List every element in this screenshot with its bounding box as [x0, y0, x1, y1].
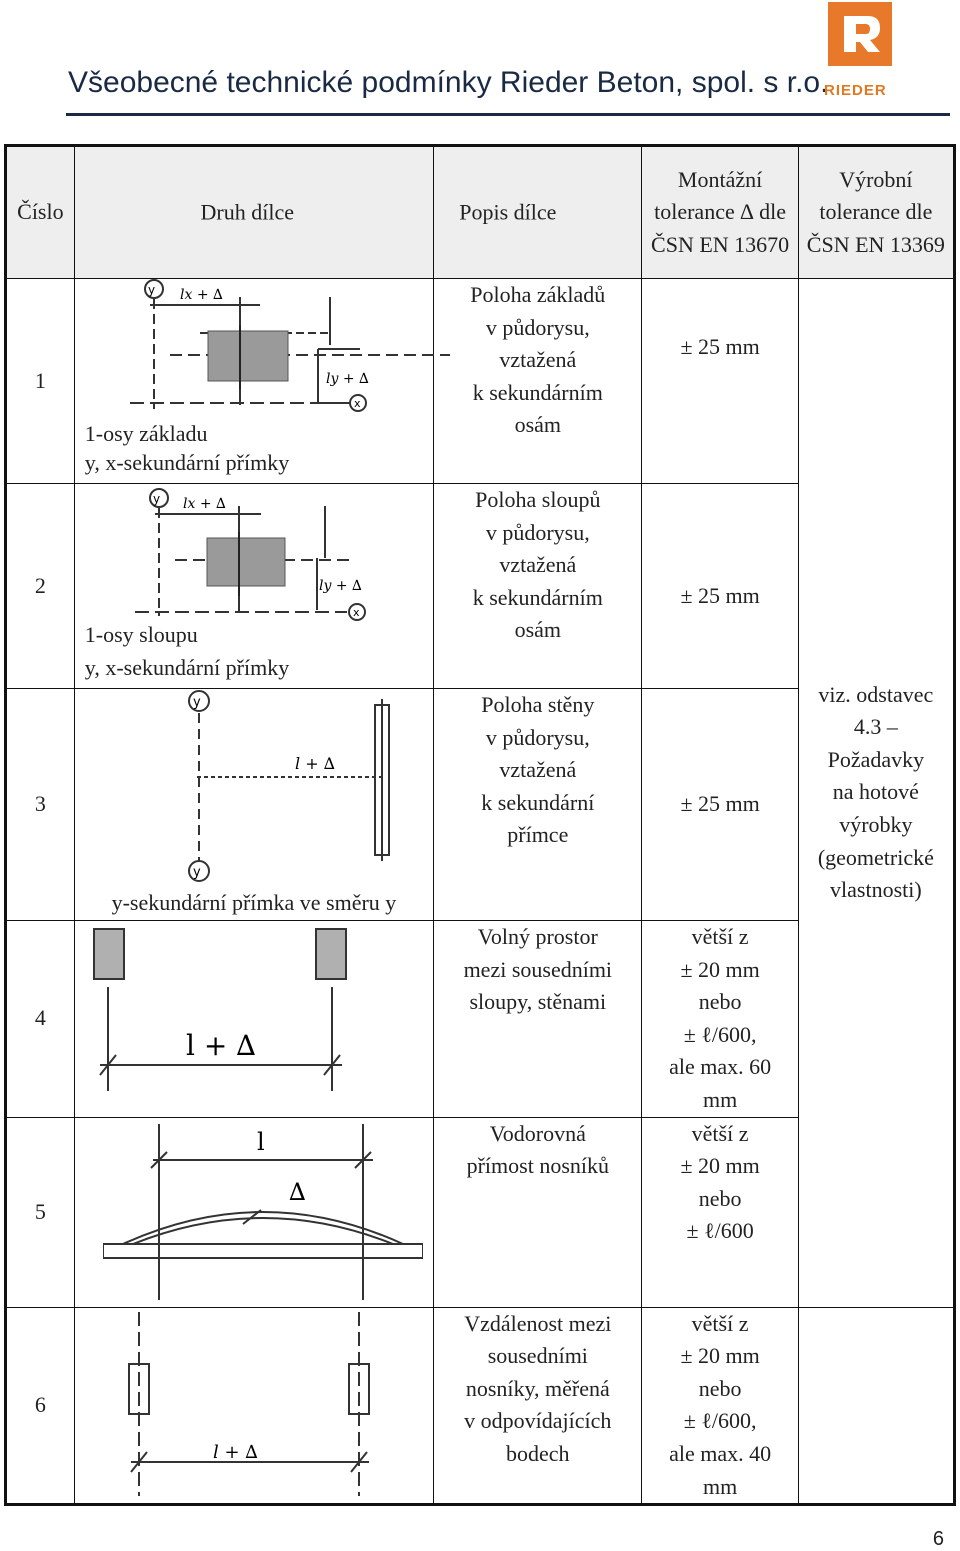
foundation-axes-figure	[130, 279, 450, 419]
fig-label-l: l	[256, 1127, 265, 1156]
type-cell	[74, 921, 433, 1118]
description-cell	[434, 1117, 642, 1307]
assembly-cell	[642, 689, 798, 921]
type-cell	[74, 1117, 433, 1307]
assembly-cell	[642, 921, 798, 1118]
beam-straightness-figure	[103, 1120, 423, 1306]
brand-name: RIEDER	[824, 82, 887, 99]
type-label-line2: y, x-sekundární přímky	[84, 450, 290, 475]
fig-label-y-bottom: y	[192, 865, 201, 880]
description-cell	[434, 1307, 642, 1505]
description-text: Poloha sloupů v půdorysu, vztažená k sekundárním osám	[472, 487, 603, 643]
header-type-label: Druh dílce	[200, 199, 294, 225]
type-label-line1: 1-osy sloupu	[84, 622, 198, 647]
assembly-cell	[642, 1307, 798, 1505]
fig-label-lx: lx + ∆	[179, 287, 223, 303]
fig-label-l: l + ∆	[212, 1441, 258, 1463]
header-divider	[66, 113, 950, 116]
fig-label-y: y	[152, 492, 160, 506]
fig-label-lx: lx + ∆	[182, 496, 226, 512]
type-label-line2: y, x-sekundární přímky	[84, 655, 290, 680]
assembly-text: ± 25 mm	[680, 334, 760, 359]
assembly-text: větší z ± 20 mm nebo ± ℓ/600	[680, 1120, 760, 1244]
description-cell	[434, 279, 642, 484]
fig-label-y: y	[147, 283, 155, 297]
column-gap-figure	[80, 927, 410, 1107]
assembly-text: ± 25 mm	[680, 791, 760, 817]
description-text: Vzdálenost mezi sousedními nosníky, měřená v odpovídajících bodech	[464, 1310, 612, 1466]
assembly-cell	[642, 279, 798, 484]
type-label-line1: y-sekundární přímka ve směru y	[111, 890, 397, 915]
table-header-row	[6, 146, 955, 279]
type-cell	[74, 1307, 433, 1505]
row-number: 1	[6, 279, 75, 484]
row-number: 6	[6, 1307, 75, 1505]
document-title: Všeobecné technické podmínky Rieder Beton, spol. s r.o.	[68, 66, 829, 99]
table-row	[6, 1307, 955, 1505]
assembly-cell	[642, 484, 798, 689]
type-cell	[74, 689, 433, 921]
row-number: 2	[6, 484, 75, 689]
table-row	[6, 279, 955, 484]
fig-label-ly: ly + ∆	[318, 578, 362, 594]
assembly-text: ± 25 mm	[680, 582, 760, 608]
fig-label-x: x	[353, 397, 361, 410]
rieder-logo	[828, 2, 892, 66]
description-cell	[434, 689, 642, 921]
assembly-cell	[642, 1117, 798, 1307]
header-number: Číslo	[6, 146, 75, 279]
row-number: 5	[6, 1117, 75, 1307]
description-cell	[434, 921, 642, 1118]
fig-label-delta: ∆	[288, 1177, 306, 1206]
row-number: 3	[6, 689, 75, 921]
header-description	[434, 146, 642, 279]
description-text: Poloha stěny v půdorysu, vztažená k sekundární přímce	[481, 692, 595, 848]
assembly-text: větší z ± 20 mm nebo ± ℓ/600, ale max. 60 mm	[669, 924, 772, 1112]
header-description-label: Popis dílce	[459, 199, 557, 225]
header-assembly-tolerance: Montážní tolerance ∆ dle ČSN EN 13670	[642, 146, 798, 279]
header-production-tolerance: Výrobní tolerance dle ČSN EN 13369	[798, 146, 954, 279]
description-cell	[434, 484, 642, 689]
production-note: viz. odstavec 4.3 – Požadavky na hotové výrobky (geometrické vlastnosti)	[817, 681, 934, 903]
fig-label-l: l + ∆	[185, 1029, 256, 1062]
description-text: Vodorovná přímost nosníků	[466, 1120, 609, 1179]
wall-axis-figure	[175, 689, 415, 884]
production-cell-empty	[798, 1307, 954, 1505]
fig-label-l: l + ∆	[294, 754, 335, 773]
fig-label-x: x	[352, 606, 360, 619]
production-cell	[798, 279, 954, 1308]
fig-label-y-top: y	[192, 695, 201, 710]
description-text: Volný prostor mezi sousedními sloupy, stěnami	[463, 924, 613, 1015]
type-label-line1: 1-osy základu	[84, 421, 208, 446]
assembly-text: větší z ± 20 mm nebo ± ℓ/600, ale max. 40 mm	[669, 1310, 772, 1499]
page-number: 6	[932, 1528, 944, 1550]
description-text: Poloha základů v půdorysu, vztažená k sekundárním osám	[470, 282, 606, 438]
beam-distance-figure	[117, 1312, 417, 1498]
type-cell	[74, 279, 433, 484]
row-number: 4	[6, 921, 75, 1118]
type-cell	[74, 484, 433, 689]
tolerance-table	[4, 144, 956, 1506]
column-axes-figure	[135, 488, 435, 623]
fig-label-ly: ly + ∆	[325, 371, 369, 387]
